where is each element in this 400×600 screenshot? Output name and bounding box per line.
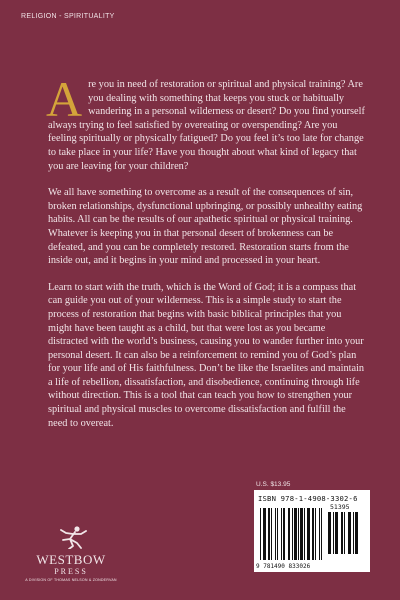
blurb <box>46 71 366 443</box>
publisher-tagline: A DIVISION OF THOMAS NELSON & ZONDERVAN <box>25 578 117 582</box>
barcode-bars <box>260 508 326 560</box>
publisher-name: WESTBOW <box>36 552 106 567</box>
barcode-number: 9 781490 833026 <box>256 563 311 570</box>
publisher-logo <box>16 525 126 582</box>
price-label: U.S. $13.95 <box>256 481 291 488</box>
paragraph-2: We all have something to overcome as a result of the consequences of sin, broken relationships, dysfunctional upbringing, or possibly unhealthy eating habits. All can be the results of our apathetic spiritual or physical training. Whatever is keeping you in that personal desert of brokenness can be defeated, and you can be completely restored. Restoration starts from the inside out, and it begins in your mind and processed in your heart. <box>48 187 363 267</box>
barcode <box>254 490 370 572</box>
paragraph-1-text: re you in need of restoration or spiritual and physical training? Are you dealing with something that keeps you stuck or habitually wandering in a personal wilderness or desert? Do you find yourself always trying to feel satisfied by overeating or overspending? Are you feeling spiritually or physically fatigued? Do you feel it’s too late for change to take place in your life? Have you thought about what kind of legacy that you are leaving for your children? <box>48 79 365 172</box>
supplement-code: 51395 <box>330 503 350 511</box>
paragraph-3: Learn to start with the truth, which is the Word of God; it is a compass that can guide you out of your wilderness. This is a simple study to start the process of restoration that begins with basic biblical principles that you might have been taught as a child, but that were lost as you became distracted with the world’s business, causing you to wander further into your personal desert. It can also be a reinforcement to remind you of God’s plan for your life and of His faithfulness. Don’t be like the Israelites and maintain a life of rebellion, dissatisfaction, and disobedience, continuing through life without direction. This is a tool that can teach you how to strengthen your spiritual and physical muscles to overcome dissatisfaction and fulfill the need to overeat. <box>48 281 365 429</box>
isbn-text: ISBN 978-1-4908-3302-6 <box>258 494 358 503</box>
paragraph-1 <box>46 71 366 173</box>
running-figure-icon <box>51 525 91 549</box>
publisher-press: PRESS <box>54 567 88 576</box>
supplement-bars <box>328 512 362 554</box>
drop-cap: A <box>46 71 83 127</box>
category-label: RELIGION - SPIRITUALITY <box>21 13 115 20</box>
